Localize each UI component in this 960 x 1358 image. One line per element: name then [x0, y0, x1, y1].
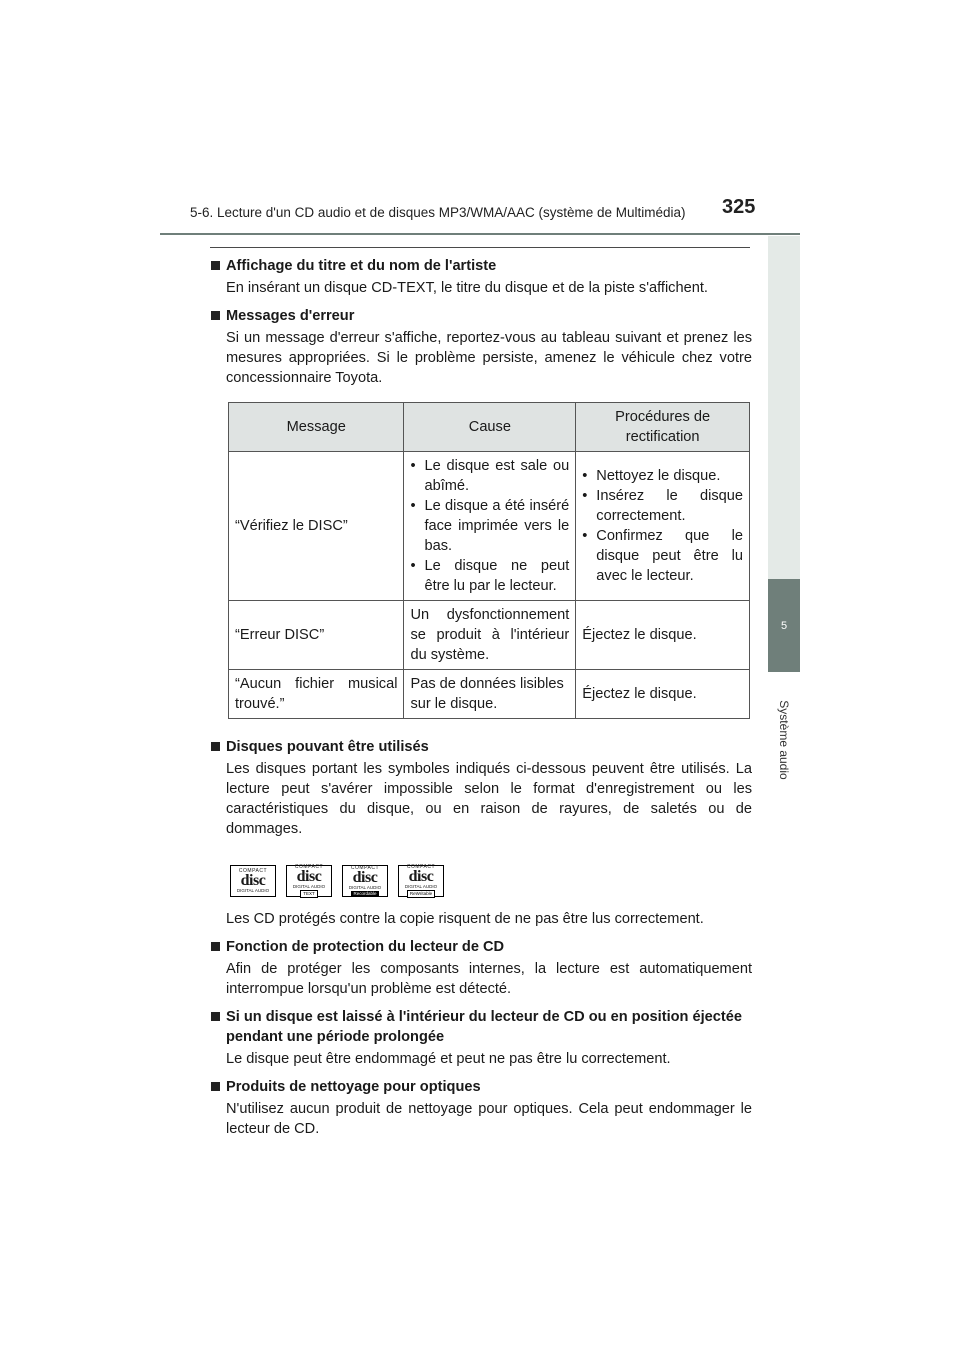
section-body: N'utilisez aucun produit de nettoyage pour optiques. Cela peut endommager le lecteur de CD.: [226, 1101, 752, 1137]
cell-message: “Vérifiez le DISC”: [229, 452, 404, 601]
list-item: • Le disque a été inséré face imprimée vers le bas.: [410, 498, 570, 554]
section-error-messages: [210, 306, 752, 388]
section-title-display: [210, 256, 752, 298]
error-message-table: [228, 402, 750, 719]
header-message: Message: [229, 403, 404, 452]
table-header-row: [229, 403, 750, 452]
square-bullet-icon: [211, 261, 220, 270]
compact-disc-text-logo: COMPACT disc DIGITAL AUDIO TEXT: [286, 865, 332, 897]
chapter-tab[interactable]: [768, 579, 800, 672]
compact-disc-digital-audio-logo: COMPACT disc DIGITAL AUDIO: [230, 865, 276, 897]
section-body: Le disque peut être endommagé et peut ne pas être lu correctement.: [226, 1051, 671, 1067]
chapter-side-label: Système audio: [777, 700, 791, 780]
copy-protection-note: [210, 909, 752, 929]
cell-cause: Pas de données lisibles sur le disque.: [404, 670, 576, 719]
section-heading: Disques pouvant être utilisés: [226, 739, 429, 755]
square-bullet-icon: [211, 311, 220, 320]
section-protection: [210, 937, 752, 999]
square-bullet-icon: [211, 742, 220, 751]
cell-message: “Erreur DISC”: [229, 601, 404, 670]
chapter-tab-number: 5: [780, 619, 788, 632]
list-item: • Le disque est sale ou abîmé.: [410, 458, 570, 494]
section-heading: Produits de nettoyage pour optiques: [226, 1079, 481, 1095]
section-heading: Messages d'erreur: [226, 308, 355, 324]
header-fix: Procédures de rectification: [576, 403, 750, 452]
cell-fix: Éjectez le disque.: [576, 601, 750, 670]
side-tab-background: [768, 236, 800, 579]
cell-fix: Éjectez le disque.: [576, 670, 750, 719]
list-item: • Nettoyez le disque.: [582, 468, 721, 484]
cell-message: “Aucun fichier musical trouvé.”: [229, 670, 404, 719]
square-bullet-icon: [211, 942, 220, 951]
content-rule: [210, 247, 750, 248]
page-number: 325: [722, 196, 756, 218]
section-heading: Fonction de protection du lecteur de CD: [226, 939, 505, 955]
table-row: [229, 601, 750, 670]
section-left-inside: [210, 1007, 752, 1069]
section-body: Afin de protéger les composants internes, la lecture est automatiquement interrompue lorsqu'un problème est détecté.: [226, 961, 752, 997]
section-usable-discs: [210, 737, 752, 839]
header-rule: [160, 233, 800, 235]
square-bullet-icon: [211, 1012, 220, 1021]
table-row: [229, 452, 750, 601]
section-body: Les disques portant les symboles indiqués ci-dessous peuvent être utilisés. La lecture peut s'avérer impossible selon le format d'enregistrement ou les caractéristiques du disque, ou en raison de rayures, de saletés ou de dommages.: [226, 761, 752, 837]
cell-cause: Un dysfonctionnement se produit à l'intérieur du système.: [404, 601, 576, 670]
list-item: • Insérez le disque correctement.: [582, 488, 743, 524]
section-body: Les CD protégés contre la copie risquent de ne pas être lus correctement.: [226, 911, 704, 927]
cell-fix: [576, 452, 750, 601]
disc-logos: [230, 865, 752, 897]
section-heading: Si un disque est laissé à l'intérieur du lecteur de CD ou en position éjectée pendant une période prolongée: [226, 1009, 743, 1045]
cell-cause: [404, 452, 576, 601]
section-heading: Affichage du titre et du nom de l'artiste: [226, 258, 497, 274]
compact-disc-recordable-logo: COMPACT disc DIGITAL AUDIO Recordable: [342, 865, 388, 897]
compact-disc-rewritable-logo: COMPACT disc DIGITAL AUDIO ReWritable: [398, 865, 444, 897]
list-item: • Le disque ne peut être lu par le lecteur.: [410, 558, 570, 594]
section-body: Si un message d'erreur s'affiche, reportez-vous au tableau suivant et prenez les mesures appropriées. Si le problème persiste, amenez le véhicule chez votre concessionnaire Toyota.: [226, 330, 752, 386]
page-content: [210, 256, 752, 1147]
table-row: [229, 670, 750, 719]
header-cause: Cause: [404, 403, 576, 452]
section-body: En insérant un disque CD-TEXT, le titre du disque et de la piste s'affichent.: [226, 280, 708, 296]
section-cleaners: [210, 1077, 752, 1139]
list-item: • Confirmez que le disque peut être lu avec le lecteur.: [582, 528, 743, 584]
square-bullet-icon: [211, 1082, 220, 1091]
running-header-title: 5-6. Lecture d'un CD audio et de disques MP3/WMA/AAC (système de Multimédia): [190, 205, 686, 220]
